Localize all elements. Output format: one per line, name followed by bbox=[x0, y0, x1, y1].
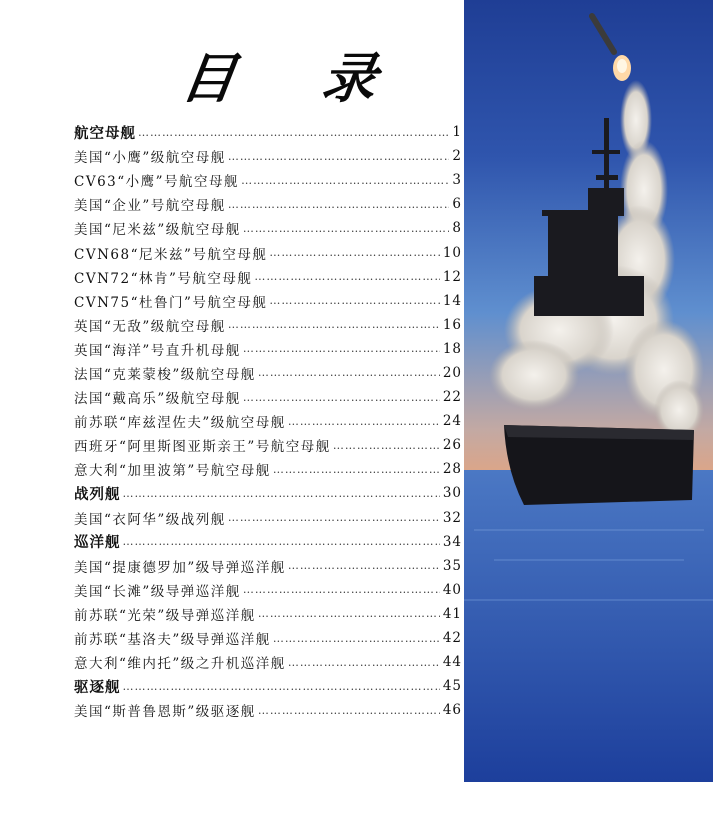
toc-entry-label: 意大利“维内托”级之升机巡洋舰 bbox=[74, 656, 286, 673]
toc-leader-dots bbox=[123, 535, 440, 548]
toc-entry-row bbox=[74, 192, 462, 216]
toc-entry-label: 美国“企业”号航空母舰 bbox=[74, 198, 226, 215]
toc-leader-dots bbox=[269, 246, 439, 259]
toc-entry-row bbox=[74, 578, 462, 602]
toc-entry-row bbox=[74, 698, 462, 722]
toc-page-number: 1 bbox=[452, 124, 462, 141]
toc-leader-dots bbox=[258, 366, 440, 379]
toc-leader-dots bbox=[258, 704, 440, 717]
toc-entry-label: 前苏联“光荣”级导弹巡洋舰 bbox=[74, 607, 256, 624]
toc-entry-label: 巡洋舰 bbox=[74, 535, 121, 552]
toc-page-number: 26 bbox=[442, 437, 462, 454]
toc-leader-dots bbox=[228, 318, 440, 331]
toc-page-number: 3 bbox=[452, 172, 462, 189]
toc-page-number: 46 bbox=[442, 702, 462, 719]
toc-entry-label: 航空母舰 bbox=[74, 125, 136, 142]
toc-section-row bbox=[74, 120, 462, 144]
toc-entry-label: 法国“克莱蒙梭”级航空母舰 bbox=[74, 366, 256, 383]
page-title: 目 录 bbox=[177, 47, 415, 110]
toc-page-number: 16 bbox=[442, 316, 462, 333]
toc-entry-label: 西班牙“阿里斯图亚斯亲王”号航空母舰 bbox=[74, 439, 331, 456]
toc-entry-row bbox=[74, 216, 462, 240]
toc-entry-label: 英国“海洋”号直升机母舰 bbox=[74, 342, 241, 359]
toc-entry-row bbox=[74, 313, 462, 337]
missile-icon bbox=[592, 16, 631, 81]
toc-entry-row bbox=[74, 626, 462, 650]
toc-leader-dots bbox=[273, 463, 440, 476]
toc-leader-dots bbox=[269, 294, 439, 307]
toc-leader-dots bbox=[243, 222, 450, 235]
toc-leader-dots bbox=[243, 342, 440, 355]
toc-leader-dots bbox=[228, 150, 450, 163]
toc-section-row bbox=[74, 481, 462, 505]
toc-entry-row bbox=[74, 168, 462, 192]
toc-leader-dots bbox=[228, 511, 440, 524]
toc-page-number: 8 bbox=[452, 220, 462, 237]
toc-page-number: 2 bbox=[452, 148, 462, 165]
toc-leader-dots bbox=[258, 607, 440, 620]
toc-page-number: 35 bbox=[442, 557, 462, 574]
toc-page-number: 45 bbox=[442, 678, 462, 695]
toc-page-number: 42 bbox=[442, 630, 462, 647]
toc-entry-label: 美国“提康德罗加”级导弹巡洋舰 bbox=[74, 559, 286, 576]
table-of-contents bbox=[74, 120, 462, 722]
toc-entry-label: 美国“斯普鲁恩斯”级驱逐舰 bbox=[74, 704, 256, 721]
toc-entry-row bbox=[74, 554, 462, 578]
toc-entry-label: 前苏联“库兹涅佐夫”级航空母舰 bbox=[74, 415, 286, 432]
toc-leader-dots bbox=[228, 198, 450, 211]
toc-leader-dots bbox=[288, 559, 440, 572]
toc-page-number: 24 bbox=[442, 413, 462, 430]
toc-entry-label: 法国“戴高乐”级航空母舰 bbox=[74, 391, 241, 408]
warship-illustration bbox=[464, 0, 713, 782]
toc-leader-dots bbox=[288, 415, 440, 428]
toc-leader-dots bbox=[288, 656, 440, 669]
toc-entry-label: CV63“小鹰”号航空母舰 bbox=[74, 174, 240, 191]
toc-page-number: 20 bbox=[442, 364, 462, 381]
toc-entry-label: 美国“尼米兹”级航空母舰 bbox=[74, 222, 241, 239]
toc-entry-row bbox=[74, 602, 462, 626]
toc-section-row bbox=[74, 530, 462, 554]
toc-leader-dots bbox=[123, 487, 440, 500]
toc-entry-label: 美国“长滩”级导弹巡洋舰 bbox=[74, 583, 241, 600]
toc-page-number: 10 bbox=[442, 244, 462, 261]
toc-leader-dots bbox=[138, 126, 449, 139]
toc-entry-label: 美国“小鹰”级航空母舰 bbox=[74, 150, 226, 167]
toc-section-row bbox=[74, 674, 462, 698]
toc-leader-dots bbox=[273, 632, 440, 645]
toc-leader-dots bbox=[254, 270, 439, 283]
toc-entry-row bbox=[74, 289, 462, 313]
toc-page-number: 44 bbox=[442, 654, 462, 671]
toc-entry-row bbox=[74, 433, 462, 457]
toc-leader-dots bbox=[123, 680, 440, 693]
toc-entry-row bbox=[74, 144, 462, 168]
toc-entry-row bbox=[74, 265, 462, 289]
toc-page-number: 14 bbox=[442, 292, 462, 309]
toc-entry-row bbox=[74, 361, 462, 385]
toc-entry-row bbox=[74, 337, 462, 361]
toc-page-number: 30 bbox=[442, 485, 462, 502]
toc-entry-label: 战列舰 bbox=[74, 486, 121, 503]
toc-page-number: 41 bbox=[442, 605, 462, 622]
toc-page-number: 6 bbox=[452, 196, 462, 213]
toc-leader-dots bbox=[243, 583, 440, 596]
toc-page-number: 40 bbox=[442, 581, 462, 598]
toc-entry-row bbox=[74, 650, 462, 674]
toc-entry-row bbox=[74, 457, 462, 481]
toc-entry-label: 驱逐舰 bbox=[74, 679, 121, 696]
toc-leader-dots bbox=[333, 439, 440, 452]
cover-photo-warship-missile-launch bbox=[464, 0, 713, 782]
toc-entry-label: 前苏联“基洛夫”级导弹巡洋舰 bbox=[74, 632, 271, 649]
toc-entry-label: 美国“衣阿华”级战列舰 bbox=[74, 511, 226, 528]
toc-entry-row bbox=[74, 506, 462, 530]
toc-page-number: 12 bbox=[442, 268, 462, 285]
toc-entry-row bbox=[74, 409, 462, 433]
toc-entry-label: 英国“无敌”级航空母舰 bbox=[74, 318, 226, 335]
toc-page-number: 28 bbox=[442, 461, 462, 478]
toc-entry-label: 意大利“加里波第”号航空母舰 bbox=[74, 463, 271, 480]
toc-entry-row bbox=[74, 240, 462, 264]
toc-entry-label: CVN68“尼米兹”号航空母舰 bbox=[74, 246, 268, 263]
toc-leader-dots bbox=[241, 174, 449, 187]
toc-entry-label: CVN75“杜鲁门”号航空母舰 bbox=[74, 294, 268, 311]
toc-page-number: 22 bbox=[442, 389, 462, 406]
toc-page-number: 32 bbox=[442, 509, 462, 526]
toc-entry-row bbox=[74, 385, 462, 409]
toc-page-number: 18 bbox=[442, 340, 462, 357]
toc-page-number: 34 bbox=[442, 533, 462, 550]
toc-leader-dots bbox=[243, 391, 440, 404]
toc-entry-label: CVN72“林肯”号航空母舰 bbox=[74, 270, 253, 287]
